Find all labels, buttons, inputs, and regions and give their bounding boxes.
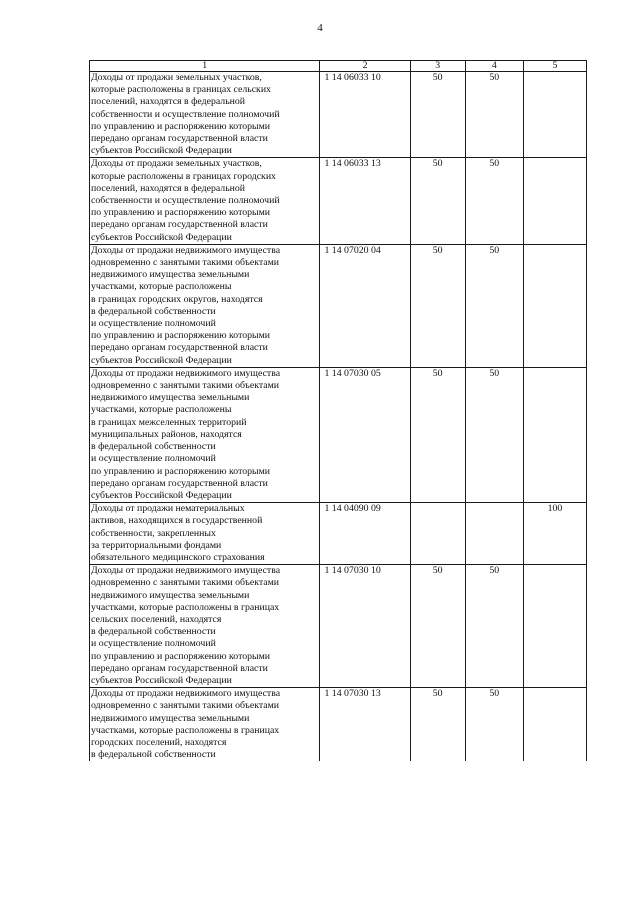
share-col-4: 50 [465,244,523,367]
share-col-4: 50 [465,72,523,158]
share-col-4: 50 [465,367,523,502]
share-col-3: 50 [410,565,465,688]
revenue-distribution-table [89,60,587,761]
budget-code: 1 14 07020 04 [324,244,381,256]
table-row [90,72,587,158]
share-col-5 [523,244,586,367]
table-row [90,565,587,688]
header-col-4: 4 [465,61,523,72]
table-header-row [90,61,587,72]
share-col-5 [523,72,586,158]
share-col-5: 100 [523,503,586,565]
budget-code: 1 14 07030 05 [324,367,381,379]
budget-code: 1 14 04090 09 [324,503,381,515]
share-col-4: 50 [465,158,523,244]
share-col-5 [523,158,586,244]
share-col-3 [410,503,465,565]
share-col-3: 50 [410,72,465,158]
budget-code: 1 14 06033 10 [324,72,381,83]
share-col-3: 50 [410,367,465,502]
revenue-name: Доходы от продажи недвижимого имущества одновременно с занятыми такими объектами недвижимого имущества земельными участками, которые расположены в границах сельских поселений, находятся в федеральной собственности и осуществление полномочий по управлению и распоряжению которыми передано органам государственной власти субъектов Российской Федерации [91,565,281,686]
share-col-5 [523,688,586,762]
header-col-5: 5 [523,61,586,72]
budget-code: 1 14 07030 13 [324,688,381,700]
share-col-3: 50 [410,158,465,244]
header-col-3: 3 [410,61,465,72]
share-col-4: 50 [465,688,523,762]
revenue-name: Доходы от продажи земельных участков, которые расположены в границах сельских поселений, находятся в федеральной собственности и осуществление полномочий по управлению и распоряжению которыми передано органам государственной власти субъектов Российской Федерации [91,72,280,157]
budget-code: 1 14 07030 10 [324,565,381,577]
budget-code: 1 14 06033 13 [324,158,381,170]
revenue-name: Доходы от продажи земельных участков, которые расположены в границах городских поселений, находятся в федеральной собственности и осуществление полномочий по управлению и распоряжению которыми передано органам государственной власти субъектов Российской Федерации [91,158,280,243]
page-number: 4 [317,22,323,34]
share-col-4: 50 [465,565,523,688]
revenue-name: Доходы от продажи недвижимого имущества одновременно с занятыми такими объектами недвижимого имущества земельными участками, которые расположены в границах городских округов, находятся в федеральной собственности и осуществление полномочий по управлению и распоряжению которыми передано органам государственной власти субъектов Российской Федерации [91,244,281,366]
header-col-2: 2 [320,61,410,72]
table-row [90,367,587,502]
table-row [90,244,587,367]
share-col-5 [523,565,586,688]
share-col-3: 50 [410,688,465,762]
table-row [90,688,587,762]
revenue-name: Доходы от продажи нематериальных активов, находящихся в государственной собственности, закрепленных за территориальными фондами обязательного медицинского страхования [91,503,265,563]
share-col-3: 50 [410,244,465,367]
share-col-5 [523,367,586,502]
table-row [90,503,587,565]
header-col-1: 1 [90,61,320,72]
table-row [90,158,587,244]
share-col-4 [465,503,523,565]
revenue-name: Доходы от продажи недвижимого имущества одновременно с занятыми такими объектами недвижимого имущества земельными участками, которые расположены в границах городских поселений, находятся в федеральной собственности [91,688,281,761]
revenue-name: Доходы от продажи недвижимого имущества одновременно с занятыми такими объектами недвижимого имущества земельными участками, которые расположены в границах межселенных территорий муниципальных районов, находятся в федеральной собственности и осуществление полномочий по управлению и распоряжению которыми передано органам государственной власти субъектов Российской Федерации [91,367,281,501]
